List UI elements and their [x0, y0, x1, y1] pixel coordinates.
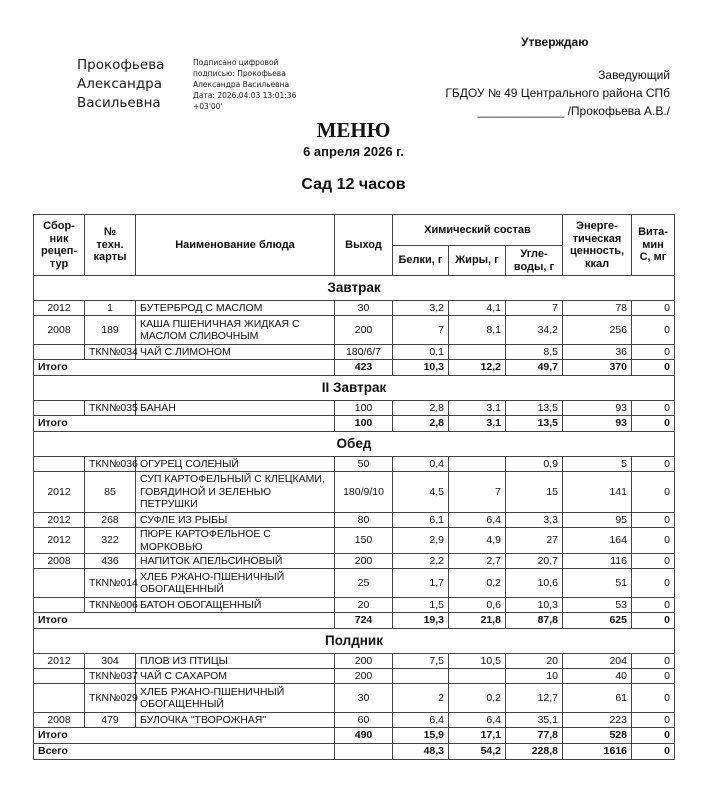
cell-vitamin-c: 0	[632, 528, 675, 554]
header-proteins: Белки, г	[393, 246, 449, 276]
cell-tech-card: ТКN№014	[85, 569, 136, 598]
cell-vitamin-c: 0	[632, 401, 675, 416]
cell-vitamin-c: 0	[632, 301, 675, 316]
table-row	[34, 345, 675, 360]
cell-proteins: 7,5	[393, 654, 449, 669]
table-row	[34, 669, 675, 684]
cell-fats: 8,1	[449, 316, 506, 345]
cell-fats	[449, 345, 506, 360]
cell-tech-card: ТКN№037	[85, 669, 136, 684]
cell-collection: 2012	[34, 301, 85, 316]
cell-energy: 256	[563, 316, 632, 345]
cell-fats: 0,2	[449, 684, 506, 713]
cell-carbs: 35,1	[506, 713, 563, 728]
cell-vitamin-c: 0	[632, 513, 675, 528]
cell-carbs: 13,5	[506, 401, 563, 416]
header-fats: Жиры, г	[449, 246, 506, 276]
cell-yield: 30	[335, 301, 393, 316]
cell-dish-name: БУЛОЧКА "ТВОРОЖНАЯ"	[136, 713, 335, 728]
table-row	[34, 457, 675, 472]
total-label: Итого	[34, 728, 335, 744]
cell-yield: 25	[335, 569, 393, 598]
section-row	[34, 629, 675, 654]
approval-signature-line: _____________ /Прокофьева А.В./	[477, 104, 670, 118]
cell-collection	[34, 684, 85, 713]
section-title: Завтрак	[34, 276, 675, 301]
grand-total-proteins: 48,3	[393, 744, 449, 760]
total-vitamin-c: 0	[632, 728, 675, 744]
grand-total-fats: 54,2	[449, 744, 506, 760]
cell-fats	[449, 669, 506, 684]
cell-yield: 180/9/10	[335, 472, 393, 513]
total-energy: 528	[563, 728, 632, 744]
cell-proteins: 2,9	[393, 528, 449, 554]
cell-yield: 100	[335, 401, 393, 416]
signature-info-line: подписью: Прокофьева	[193, 69, 286, 78]
cell-proteins: 3,2	[393, 301, 449, 316]
cell-fats: 0,2	[449, 569, 506, 598]
signer-name-line: Александра	[77, 76, 163, 92]
cell-dish-name: ОГУРЕЦ СОЛЕНЫЙ	[136, 457, 335, 472]
cell-energy: 164	[563, 528, 632, 554]
cell-yield: 150	[335, 528, 393, 554]
grand-total-row	[34, 744, 675, 760]
cell-carbs: 34,2	[506, 316, 563, 345]
total-proteins: 2,8	[393, 416, 449, 432]
cell-yield: 80	[335, 513, 393, 528]
total-proteins: 19,3	[393, 613, 449, 629]
document-title: МЕНЮ	[316, 118, 391, 142]
total-proteins: 15,9	[393, 728, 449, 744]
cell-tech-card: ТКN№035	[85, 401, 136, 416]
cell-tech-card: 268	[85, 513, 136, 528]
cell-vitamin-c: 0	[632, 598, 675, 613]
cell-yield: 200	[335, 654, 393, 669]
approval-title: Утверждаю	[521, 35, 589, 49]
cell-energy: 61	[563, 684, 632, 713]
table-row	[34, 598, 675, 613]
document-group: Сад 12 часов	[301, 176, 406, 193]
cell-collection	[34, 457, 85, 472]
cell-tech-card: ТКN№029	[85, 684, 136, 713]
total-carbs: 87,8	[506, 613, 563, 629]
total-yield: 423	[335, 360, 393, 376]
header-vitamin-c: Вита-мин С, мг	[632, 215, 675, 276]
table-row	[34, 554, 675, 569]
signature-info-line: +03'00'	[193, 102, 223, 111]
cell-proteins: 2,8	[393, 401, 449, 416]
total-carbs: 49,7	[506, 360, 563, 376]
cell-energy: 51	[563, 569, 632, 598]
cell-fats: 3,1	[449, 401, 506, 416]
total-fats: 3,1	[449, 416, 506, 432]
cell-energy: 116	[563, 554, 632, 569]
grand-total-energy: 1616	[563, 744, 632, 760]
cell-collection	[34, 401, 85, 416]
cell-carbs: 10,3	[506, 598, 563, 613]
total-proteins: 10,3	[393, 360, 449, 376]
header-dish-name: Наименование блюда	[136, 215, 335, 276]
section-row	[34, 376, 675, 401]
signer-name-line: Прокофьева	[77, 57, 165, 73]
header-collection: Сбор-ник рецеп-тур	[34, 215, 85, 276]
cell-tech-card: ТКN№006	[85, 598, 136, 613]
table-row	[34, 684, 675, 713]
cell-tech-card: 479	[85, 713, 136, 728]
cell-tech-card: 85	[85, 472, 136, 513]
cell-energy: 40	[563, 669, 632, 684]
cell-proteins: 4,5	[393, 472, 449, 513]
cell-dish-name: СУП КАРТОФЕЛЬНЫЙ С КЛЕЦКАМИ, ГОВЯДИНОЙ И ЗЕЛЕНЬЮ ПЕТРУШКИ	[136, 472, 335, 513]
cell-yield: 50	[335, 457, 393, 472]
cell-tech-card: 189	[85, 316, 136, 345]
cell-energy: 141	[563, 472, 632, 513]
cell-yield: 30	[335, 684, 393, 713]
grand-total-vitamin-c: 0	[632, 744, 675, 760]
cell-energy: 95	[563, 513, 632, 528]
cell-dish-name: БАТОН ОБОГАЩЕННЫЙ	[136, 598, 335, 613]
total-row	[34, 416, 675, 432]
cell-vitamin-c: 0	[632, 713, 675, 728]
approval-block	[445, 66, 670, 120]
cell-dish-name: СУФЛЕ ИЗ РЫБЫ	[136, 513, 335, 528]
cell-proteins: 6,4	[393, 713, 449, 728]
total-yield: 490	[335, 728, 393, 744]
cell-collection: 2012	[34, 472, 85, 513]
cell-fats: 4,9	[449, 528, 506, 554]
cell-proteins	[393, 669, 449, 684]
cell-energy: 204	[563, 654, 632, 669]
cell-carbs: 8,5	[506, 345, 563, 360]
cell-energy: 5	[563, 457, 632, 472]
total-label: Итого	[34, 416, 335, 432]
total-vitamin-c: 0	[632, 416, 675, 432]
cell-energy: 36	[563, 345, 632, 360]
total-energy: 93	[563, 416, 632, 432]
cell-fats: 7	[449, 472, 506, 513]
cell-dish-name: ЧАЙ С САХАРОМ	[136, 669, 335, 684]
total-fats: 21,8	[449, 613, 506, 629]
cell-collection	[34, 569, 85, 598]
cell-carbs: 12,7	[506, 684, 563, 713]
cell-vitamin-c: 0	[632, 654, 675, 669]
total-label: Итого	[34, 360, 335, 376]
cell-energy: 53	[563, 598, 632, 613]
cell-collection: 2008	[34, 713, 85, 728]
signer-name-line: Васильевна	[77, 95, 161, 111]
cell-proteins: 7	[393, 316, 449, 345]
cell-dish-name: БУТЕРБРОД С МАСЛОМ	[136, 301, 335, 316]
grand-total-carbs: 228,8	[506, 744, 563, 760]
total-label: Итого	[34, 613, 335, 629]
cell-dish-name: КАША ПШЕНИЧНАЯ ЖИДКАЯ С МАСЛОМ СЛИВОЧНЫМ	[136, 316, 335, 345]
cell-collection: 2008	[34, 554, 85, 569]
section-row	[34, 432, 675, 457]
total-vitamin-c: 0	[632, 360, 675, 376]
cell-carbs: 27	[506, 528, 563, 554]
total-row	[34, 360, 675, 376]
table-row	[34, 316, 675, 345]
cell-vitamin-c: 0	[632, 472, 675, 513]
header-carbs: Угле-воды, г	[506, 246, 563, 276]
table-row	[34, 713, 675, 728]
approval-organization: ГБДОУ № 49 Центрального района СПб	[445, 86, 670, 100]
cell-collection	[34, 669, 85, 684]
total-row	[34, 613, 675, 629]
cell-proteins: 0,4	[393, 457, 449, 472]
cell-proteins: 2,2	[393, 554, 449, 569]
cell-collection: 2012	[34, 513, 85, 528]
section-title: Полдник	[34, 629, 675, 654]
approval-position: Заведующий	[598, 68, 670, 82]
document-date: 6 апреля 2026 г.	[303, 144, 404, 159]
cell-yield: 200	[335, 669, 393, 684]
total-energy: 625	[563, 613, 632, 629]
signer-name	[77, 56, 164, 113]
cell-tech-card: ТКN№034	[85, 345, 136, 360]
cell-vitamin-c: 0	[632, 554, 675, 569]
cell-tech-card: 1	[85, 301, 136, 316]
total-carbs: 13,5	[506, 416, 563, 432]
total-vitamin-c: 0	[632, 613, 675, 629]
cell-yield: 60	[335, 713, 393, 728]
cell-dish-name: ПЮРЕ КАРТОФЕЛЬНОЕ С МОРКОВЬЮ	[136, 528, 335, 554]
section-title: Обед	[34, 432, 675, 457]
cell-yield: 200	[335, 316, 393, 345]
table-row	[34, 513, 675, 528]
cell-vitamin-c: 0	[632, 669, 675, 684]
signature-info-line: Александра Васильевна	[193, 80, 290, 89]
cell-carbs: 10,6	[506, 569, 563, 598]
total-yield: 100	[335, 416, 393, 432]
cell-fats: 4,1	[449, 301, 506, 316]
cell-tech-card: 304	[85, 654, 136, 669]
menu-table-body	[34, 276, 675, 760]
cell-collection: 2012	[34, 654, 85, 669]
cell-yield: 200	[335, 554, 393, 569]
cell-yield: 20	[335, 598, 393, 613]
cell-vitamin-c: 0	[632, 457, 675, 472]
cell-energy: 93	[563, 401, 632, 416]
cell-collection: 2012	[34, 528, 85, 554]
cell-collection	[34, 598, 85, 613]
cell-fats: 10,5	[449, 654, 506, 669]
cell-vitamin-c: 0	[632, 684, 675, 713]
header-tech-card: № техн. карты	[85, 215, 136, 276]
header-chemical: Химический состав	[393, 215, 563, 246]
cell-carbs: 15	[506, 472, 563, 513]
cell-dish-name: ХЛЕБ РЖАНО-ПШЕНИЧНЫЙ ОБОГАЩЕННЫЙ	[136, 569, 335, 598]
cell-tech-card: 322	[85, 528, 136, 554]
cell-tech-card: 436	[85, 554, 136, 569]
total-yield: 724	[335, 613, 393, 629]
cell-fats	[449, 457, 506, 472]
signature-info-line: Подписано цифровой	[193, 58, 279, 67]
cell-dish-name: ЧАЙ С ЛИМОНОМ	[136, 345, 335, 360]
cell-dish-name: НАПИТОК АПЕЛЬСИНОВЫЙ	[136, 554, 335, 569]
cell-yield: 180/6/7	[335, 345, 393, 360]
cell-fats: 2,7	[449, 554, 506, 569]
cell-energy: 223	[563, 713, 632, 728]
cell-proteins: 1,5	[393, 598, 449, 613]
grand-total-label: Всего	[34, 744, 335, 760]
cell-dish-name: ПЛОВ ИЗ ПТИЦЫ	[136, 654, 335, 669]
cell-collection: 2008	[34, 316, 85, 345]
cell-vitamin-c: 0	[632, 316, 675, 345]
table-row	[34, 401, 675, 416]
cell-carbs: 3,3	[506, 513, 563, 528]
cell-vitamin-c: 0	[632, 569, 675, 598]
cell-carbs: 10	[506, 669, 563, 684]
cell-carbs: 7	[506, 301, 563, 316]
cell-carbs: 20	[506, 654, 563, 669]
total-energy: 370	[563, 360, 632, 376]
cell-fats: 6,4	[449, 713, 506, 728]
cell-energy: 78	[563, 301, 632, 316]
header-energy: Энерге-тическая ценность, ккал	[563, 215, 632, 276]
table-row	[34, 301, 675, 316]
table-row	[34, 654, 675, 669]
total-fats: 12,2	[449, 360, 506, 376]
digital-signature-info	[193, 57, 296, 112]
cell-tech-card: ТКN№036	[85, 457, 136, 472]
menu-table	[33, 214, 675, 760]
total-carbs: 77,8	[506, 728, 563, 744]
total-fats: 17,1	[449, 728, 506, 744]
cell-proteins: 1,7	[393, 569, 449, 598]
cell-dish-name: ХЛЕБ РЖАНО-ПШЕНИЧНЫЙ ОБОГАЩЕННЫЙ	[136, 684, 335, 713]
header-yield: Выход	[335, 215, 393, 276]
total-row	[34, 728, 675, 744]
cell-proteins: 0,1	[393, 345, 449, 360]
table-row	[34, 569, 675, 598]
signature-info-line: Дата: 2026.04.03 13:01:36	[193, 91, 297, 100]
cell-fats: 0,6	[449, 598, 506, 613]
cell-carbs: 20,7	[506, 554, 563, 569]
cell-proteins: 2	[393, 684, 449, 713]
table-row	[34, 472, 675, 513]
cell-fats: 6,4	[449, 513, 506, 528]
cell-carbs: 0,9	[506, 457, 563, 472]
grand-total-yield	[335, 744, 393, 760]
section-title: II Завтрак	[34, 376, 675, 401]
cell-vitamin-c: 0	[632, 345, 675, 360]
cell-dish-name: БАНАН	[136, 401, 335, 416]
section-row	[34, 276, 675, 301]
cell-collection	[34, 345, 85, 360]
cell-proteins: 6,1	[393, 513, 449, 528]
table-row	[34, 528, 675, 554]
